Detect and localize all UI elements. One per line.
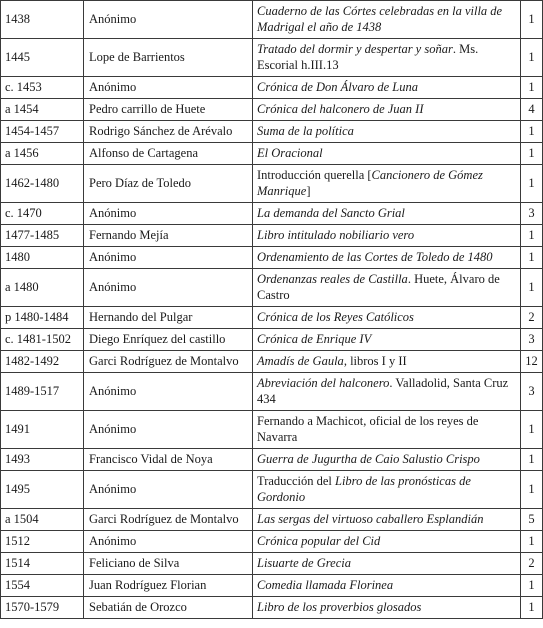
author-cell: Pero Díaz de Toledo [84, 165, 253, 203]
title-italic-text: Libro de los proverbios glosados [257, 599, 422, 614]
author-cell: Anónimo [84, 203, 253, 225]
title-cell [253, 165, 521, 203]
title-cell [253, 471, 521, 509]
count-cell: 1 [521, 1, 543, 39]
author-cell: Sebatián de Orozco [84, 597, 253, 619]
title-text: Fernando a Machicot, oficial de los reyes de Navarra [257, 414, 479, 444]
title-cell [253, 225, 521, 247]
date-cell: a 1456 [1, 143, 84, 165]
count-cell: 2 [521, 307, 543, 329]
count-cell: 1 [521, 77, 543, 99]
date-cell: 1489-1517 [1, 373, 84, 411]
author-cell: Diego Enríquez del castillo [84, 329, 253, 351]
author-cell: Anónimo [84, 373, 253, 411]
author-cell: Pedro carrillo de Huete [84, 99, 253, 121]
author-cell: Francisco Vidal de Noya [84, 449, 253, 471]
date-cell: c. 1470 [1, 203, 84, 225]
title-cell [253, 329, 521, 351]
title-italic-text: Libro de las pronósticas de Gordonio [257, 474, 471, 504]
title-text: ] [306, 183, 311, 198]
date-cell: 1438 [1, 1, 84, 39]
count-cell: 5 [521, 509, 543, 531]
title-cell [253, 77, 521, 99]
table-row [1, 411, 543, 449]
count-cell: 1 [521, 411, 543, 449]
title-cell [253, 553, 521, 575]
date-cell: 1495 [1, 471, 84, 509]
count-cell: 12 [521, 351, 543, 373]
title-italic-text: Suma de la política [257, 123, 354, 138]
table-row [1, 553, 543, 575]
author-cell: Anónimo [84, 531, 253, 553]
count-cell: 1 [521, 247, 543, 269]
date-cell: a 1480 [1, 269, 84, 307]
title-cell [253, 531, 521, 553]
title-italic-text: Tratado del dormir y despertar y soñar [257, 42, 453, 56]
table-row [1, 351, 543, 373]
date-cell: 1477-1485 [1, 225, 84, 247]
author-cell: Anónimo [84, 247, 253, 269]
author-cell: Anónimo [84, 471, 253, 509]
date-cell: 1491 [1, 411, 84, 449]
table-row [1, 143, 543, 165]
title-cell [253, 411, 521, 449]
date-cell: 1482-1492 [1, 351, 84, 373]
title-cell [253, 575, 521, 597]
table-row [1, 471, 543, 509]
author-cell: Anónimo [84, 411, 253, 449]
title-cell [253, 269, 521, 307]
table-row [1, 39, 543, 77]
title-text: Introducción querella [ [257, 168, 372, 182]
title-italic-text: Comedia llamada Florinea [257, 577, 394, 592]
author-cell: Fernando Mejía [84, 225, 253, 247]
count-cell: 1 [521, 143, 543, 165]
table-row [1, 121, 543, 143]
count-cell: 1 [521, 39, 543, 77]
table-row [1, 329, 543, 351]
title-italic-text: Lisuarte de Grecia [257, 555, 351, 570]
date-cell: 1570-1579 [1, 597, 84, 619]
count-cell: 1 [521, 269, 543, 307]
title-cell [253, 143, 521, 165]
title-italic-text: Ordenanzas reales de Castilla [257, 272, 408, 286]
title-italic-text: Cuaderno de las Córtes celebradas en la villa de Madrigal el año de 1438 [257, 4, 503, 34]
title-italic-text: Crónica del halconero de Juan II [257, 101, 424, 116]
table-row [1, 531, 543, 553]
count-cell: 1 [521, 471, 543, 509]
count-cell: 1 [521, 225, 543, 247]
title-cell [253, 39, 521, 77]
date-cell: 1480 [1, 247, 84, 269]
author-cell: Alfonso de Cartagena [84, 143, 253, 165]
title-italic-text: Crónica popular del Cid [257, 533, 381, 548]
author-cell: Anónimo [84, 269, 253, 307]
table-row [1, 597, 543, 619]
table-row [1, 307, 543, 329]
table-row [1, 449, 543, 471]
title-text: . Valladolid, Santa Cruz 434 [257, 376, 509, 406]
date-cell: c. 1481-1502 [1, 329, 84, 351]
title-cell [253, 203, 521, 225]
title-cell [253, 307, 521, 329]
title-italic-text: Crónica de Enrique IV [257, 331, 372, 346]
table-row [1, 509, 543, 531]
title-cell [253, 449, 521, 471]
table-row [1, 1, 543, 39]
title-italic-text: Crónica de Don Álvaro de Luna [257, 79, 418, 94]
date-cell: 1462-1480 [1, 165, 84, 203]
date-cell: a 1454 [1, 99, 84, 121]
table-row [1, 203, 543, 225]
date-cell: 1445 [1, 39, 84, 77]
title-text: , libros I y II [343, 353, 407, 368]
date-cell: a 1504 [1, 509, 84, 531]
title-cell [253, 373, 521, 411]
title-cell [253, 351, 521, 373]
title-cell [253, 1, 521, 39]
count-cell: 3 [521, 373, 543, 411]
author-cell: Rodrigo Sánchez de Arévalo [84, 121, 253, 143]
title-italic-text: Guerra de Jugurtha de Caio Salustio Crispo [257, 451, 480, 466]
author-cell: Juan Rodríguez Florian [84, 575, 253, 597]
title-cell [253, 99, 521, 121]
count-cell: 1 [521, 597, 543, 619]
date-cell: 1554 [1, 575, 84, 597]
title-text: . Huete, Álvaro de Castro [257, 272, 500, 302]
author-cell: Garci Rodríguez de Montalvo [84, 351, 253, 373]
title-italic-text: La demanda del Sancto Grial [257, 205, 405, 220]
title-italic-text: Libro intitulado nobiliario vero [257, 227, 415, 242]
count-cell: 3 [521, 203, 543, 225]
title-cell [253, 509, 521, 531]
table-row [1, 269, 543, 307]
date-cell: 1514 [1, 553, 84, 575]
table-body [1, 1, 543, 619]
count-cell: 1 [521, 449, 543, 471]
date-cell: 1454-1457 [1, 121, 84, 143]
title-italic-text: Cancionero de Gómez Manrique [257, 168, 483, 198]
title-text: Traducción del [257, 474, 335, 488]
title-cell [253, 597, 521, 619]
table-row [1, 247, 543, 269]
count-cell: 1 [521, 575, 543, 597]
date-cell: 1512 [1, 531, 84, 553]
count-cell: 1 [521, 165, 543, 203]
date-cell: 1493 [1, 449, 84, 471]
title-italic-text: Abreviación del halconero [257, 376, 390, 390]
count-cell: 2 [521, 553, 543, 575]
date-cell: p 1480-1484 [1, 307, 84, 329]
author-cell: Lope de Barrientos [84, 39, 253, 77]
table-row [1, 165, 543, 203]
title-italic-text: El Oracional [257, 145, 323, 160]
author-cell: Garci Rodríguez de Montalvo [84, 509, 253, 531]
title-cell [253, 247, 521, 269]
title-italic-text: Crónica de los Reyes Católicos [257, 309, 414, 324]
count-cell: 1 [521, 121, 543, 143]
title-text: . Ms. Escorial h.III.13 [257, 42, 479, 72]
date-cell: c. 1453 [1, 77, 84, 99]
title-italic-text: Amadís de Gaula [257, 353, 344, 368]
author-cell: Anónimo [84, 1, 253, 39]
table-row [1, 373, 543, 411]
table-row [1, 77, 543, 99]
count-cell: 3 [521, 329, 543, 351]
title-italic-text: Las sergas del virtuoso caballero Esplandián [257, 511, 484, 526]
table-row [1, 225, 543, 247]
count-cell: 4 [521, 99, 543, 121]
title-cell [253, 121, 521, 143]
count-cell: 1 [521, 531, 543, 553]
author-cell: Anónimo [84, 77, 253, 99]
author-cell: Hernando del Pulgar [84, 307, 253, 329]
title-italic-text: Ordenamiento de las Cortes de Toledo de 1480 [257, 249, 493, 264]
author-cell: Feliciano de Silva [84, 553, 253, 575]
table-row [1, 575, 543, 597]
table-row [1, 99, 543, 121]
